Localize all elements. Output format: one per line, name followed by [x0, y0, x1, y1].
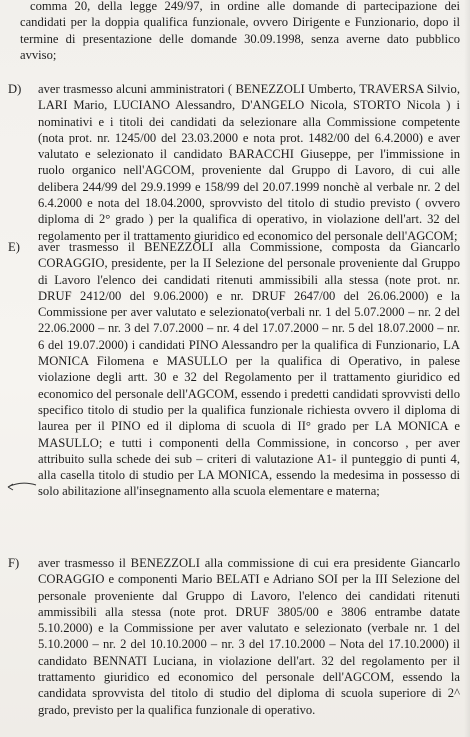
scan-shadow-edge	[464, 0, 470, 737]
item-e-paragraph: aver trasmesso il BENEZZOLI alla Commissione, composta da Giancarlo CORAGGIO, presidente, per la II Selezione del personale proveniente dal Gruppo di Lavoro l'elenco dei candidati ritenuti ammissibili alla stessa (note prot. nr. DRUF 2412/00 del 9.06.2000) e nr. DRUF 2647/00 del 26.06.2000) e la Commissione per aver valutato e selezionato(verbali nr. 1 del 5.07.2000 – nr. 2 del 22.06.2000 – nr. 3 del 7.07.2000 – nr. 4 del 17.07.2000 – nr. 5 del 18.07.2000 – nr. 6 del 19.07.2000) i candidati PINO Alessandro per la qualifica di Funzionario, LA MONICA Filomena e MASULLO per la qualifica di Operativo, in palese violazione degli artt. 30 e 32 del Regolamento per il trattamento giuridico ed economico del personale dell'AGCOM, essendo i predetti candidati sprovvisti dello specifico titolo di studio per la qualifica funzionale richiesta ovvero il diploma di laurea per il PINO ed il diploma di scuola di II° grado per LA MONICA e MASULLO; e tutti i componenti della Commissione, in concorso , per aver attribuito sulla schede dei sub – criteri di valutazione A1- il punteggio di punti 4, alla casella titolo di studio per LA MONICA, essendo la medesima in possesso di solo abilitazione all'insegnamento alla scuola elementare e materna;	[38, 240, 460, 499]
intro-paragraph: comma 20, della legge 249/97, in ordine alle domande di partecipazione dei candidati per la doppia qualifica funzionale, ovvero Dirigente e Funzionario, dopo il termine di presentazione delle domande 30.09.1998, senza averne dato pubblico avviso;	[20, 0, 460, 62]
handwritten-margin-arrow	[0, 480, 40, 494]
item-f-label: F)	[8, 556, 20, 570]
item-d-label: D)	[8, 82, 22, 96]
item-d-paragraph: aver trasmesso alcuni amministratori ( BENEZZOLI Umberto, TRAVERSA Silvio, LARI Mario, LUCIANO Alessandro, D'ANGELO Nicola, STORTO Nicola ) i nominativi e i titoli dei candidati da selezionare alla Commissione competente (nota prot. nr. 1245/00 del 23.03.2000 e nota prot. 1482/00 del 6.4.2000) e aver valutato e selezionato il candidato BARACCHI Giuseppe, per l'immissione in ruolo organico nell'AGCOM, proveniente dal Gruppo di Lavoro, di cui alle delibera 244/99 del 29.9.1999 e 158/99 del 20.07.1999 nonchè al verbale nr. 2 del 6.4.2000 e nota del 18.04.2000, sprovvisto del titolo di studio previsto ( ovvero diploma di 2° grado ) per la qualifica di operativo, in violazione dell'art. 32 del regolamento per il trattamento giuridico ed economico del personale dell'AGCOM;	[38, 82, 460, 243]
item-e-label: E)	[8, 240, 20, 254]
item-f-paragraph: aver trasmesso il BENEZZOLI alla commissione di cui era presidente Giancarlo CORAGGIO e componenti Mario BELATI e Adriano SOI per la III Selezione del personale proveniente dal Gruppo di Lavoro, l'elenco dei candidati ritenuti ammissibili alla stessa (note prot. DRUF 3805/00 e 3806 entrambe datate 5.10.2000) e la Commissione per aver valutato e selezionato (verbale nr. 1 del 5.10.2000 – nr. 2 del 10.10.2000 – nr. 3 del 17.10.2000 – Nota del 17.10.2000) il candidato BENNATI Luciana, in violazione dell'art. 32 del regolamento per il trattamento giuridico ed economico del personale dell'AGCOM, essendo la candidata sprovvista del titolo di studio del diploma di scuola superiore di 2^ grado, previsto per la qualifica funzionale di operativo.	[38, 556, 460, 717]
